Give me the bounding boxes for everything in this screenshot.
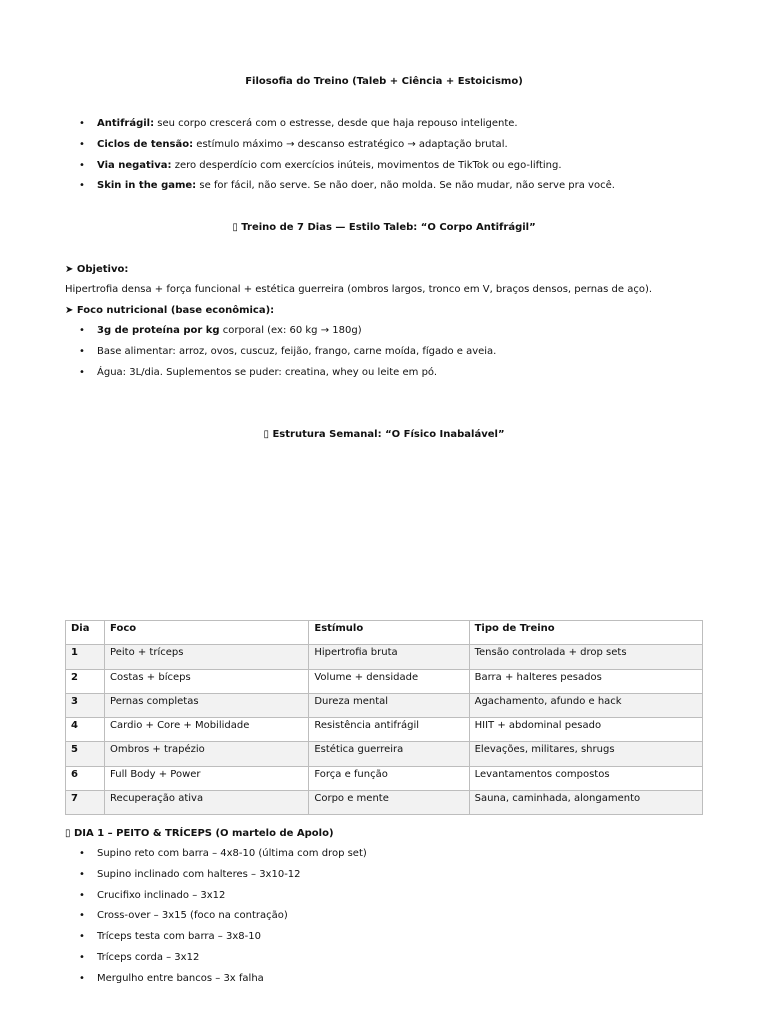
objective-label: ➤ Objetivo:	[65, 264, 129, 275]
item-text: Tríceps corda – 3x12	[97, 951, 200, 963]
item-label: Ciclos de tensão:	[97, 138, 194, 150]
bullet-icon: •	[79, 345, 85, 357]
item-text: Base alimentar: arroz, ovos, cuscuz, feijão, frango, carne moída, fígado e aveia.	[97, 345, 497, 357]
item-text: Supino reto com barra – 4x8-10 (última com drop set)	[97, 848, 367, 859]
header-foco: Foco	[105, 621, 309, 645]
cell-tipo: Agachamento, afundo e hack	[469, 693, 702, 717]
cell-dia: 3	[66, 693, 105, 717]
cell-estimulo: Resistência antifrágil	[309, 718, 469, 742]
cell-dia: 1	[66, 645, 105, 669]
item-label: Antifrágil:	[97, 118, 155, 129]
cell-estimulo: Estética guerreira	[309, 742, 469, 766]
list-item	[0, 868, 768, 889]
philosophy-title: Filosofia do Treino (Taleb + Ciência + Estoicismo)	[245, 76, 523, 87]
table-row	[66, 766, 703, 790]
cell-tipo: Sauna, caminhada, alongamento	[469, 791, 702, 815]
header-tipo: Tipo de Treino	[469, 621, 702, 645]
cell-foco: Pernas completas	[105, 693, 309, 717]
item-text: Cross-over – 3x15 (foco na contração)	[97, 910, 288, 922]
weekly-table	[65, 620, 703, 815]
item-label: 3g de proteína por kg	[97, 325, 220, 336]
table-row	[66, 645, 703, 669]
day1-list	[0, 847, 768, 993]
cell-tipo: Levantamentos compostos	[469, 766, 702, 790]
weekly-title: ▯ Estrutura Semanal: “O Físico Inabalável”	[263, 429, 505, 440]
bullet-icon: •	[79, 951, 85, 963]
cell-dia: 2	[66, 669, 105, 693]
item-text: seu corpo crescerá com o estresse, desde que haja repouso inteligente.	[154, 118, 518, 129]
nutrition-list	[0, 324, 768, 386]
list-item	[0, 138, 768, 159]
cell-dia: 6	[66, 766, 105, 790]
objective-text: Hipertrofia densa + força funcional + estética guerreira (ombros largos, tronco em V, braços densos, pernas de aço).	[65, 284, 653, 295]
list-item	[0, 159, 768, 180]
item-text: Tríceps testa com barra – 3x8-10	[97, 931, 261, 943]
day1-title: ▯ DIA 1 – PEITO & TRÍCEPS (O martelo de Apolo)	[65, 828, 334, 839]
bullet-icon: •	[79, 889, 85, 901]
cell-tipo: Barra + halteres pesados	[469, 669, 702, 693]
cell-estimulo: Força e função	[309, 766, 469, 790]
cell-foco: Recuperação ativa	[105, 791, 309, 815]
list-item	[0, 930, 768, 951]
list-item	[0, 345, 768, 366]
nutrition-label: ➤ Foco nutricional (base econômica):	[65, 305, 275, 316]
item-text: Mergulho entre bancos – 3x falha	[97, 972, 264, 984]
table-row	[66, 693, 703, 717]
item-text: se for fácil, não serve. Se não doer, não molda. Se não mudar, não serve pra você.	[196, 180, 615, 192]
cell-dia: 4	[66, 718, 105, 742]
list-item	[0, 117, 768, 138]
bullet-icon: •	[79, 972, 85, 984]
cell-tipo: HIIT + abdominal pesado	[469, 718, 702, 742]
cell-foco: Cardio + Core + Mobilidade	[105, 718, 309, 742]
bullet-icon: •	[79, 118, 85, 129]
cell-tipo: Elevações, militares, shrugs	[469, 742, 702, 766]
cell-foco: Full Body + Power	[105, 766, 309, 790]
item-label: Via negativa:	[97, 159, 172, 171]
item-text: estímulo máximo → descanso estratégico → adaptação brutal.	[193, 138, 508, 150]
bullet-icon: •	[79, 366, 85, 378]
cell-foco: Costas + bíceps	[105, 669, 309, 693]
table-row	[66, 669, 703, 693]
table-header-row	[66, 621, 703, 645]
list-item	[0, 951, 768, 972]
cell-tipo: Tensão controlada + drop sets	[469, 645, 702, 669]
list-item	[0, 909, 768, 930]
list-item	[0, 366, 768, 387]
header-estimulo: Estímulo	[309, 621, 469, 645]
list-item	[0, 972, 768, 993]
list-item	[0, 324, 768, 345]
bullet-icon: •	[79, 931, 85, 943]
bullet-icon: •	[79, 159, 85, 171]
bullet-icon: •	[79, 325, 85, 336]
bullet-icon: •	[79, 848, 85, 859]
item-text: Crucifixo inclinado – 3x12	[97, 889, 226, 901]
item-text: Supino inclinado com halteres – 3x10-12	[97, 868, 301, 880]
cell-foco: Peito + tríceps	[105, 645, 309, 669]
header-dia: Dia	[66, 621, 105, 645]
program-title: ▯ Treino de 7 Dias — Estilo Taleb: “O Corpo Antifrágil”	[232, 222, 536, 233]
list-item	[0, 179, 768, 200]
table-row	[66, 718, 703, 742]
philosophy-list	[0, 117, 768, 200]
cell-dia: 5	[66, 742, 105, 766]
list-item	[0, 847, 768, 868]
cell-estimulo: Corpo e mente	[309, 791, 469, 815]
item-text: zero desperdício com exercícios inúteis, movimentos de TikTok ou ego-lifting.	[171, 159, 562, 171]
bullet-icon: •	[79, 910, 85, 922]
cell-estimulo: Hipertrofia bruta	[309, 645, 469, 669]
cell-estimulo: Dureza mental	[309, 693, 469, 717]
table-row	[66, 791, 703, 815]
bullet-icon: •	[79, 138, 85, 150]
cell-foco: Ombros + trapézio	[105, 742, 309, 766]
bullet-icon: •	[79, 180, 85, 192]
item-label: Skin in the game:	[97, 180, 197, 192]
item-text: corporal (ex: 60 kg → 180g)	[219, 325, 362, 336]
list-item	[0, 889, 768, 910]
table-row	[66, 742, 703, 766]
item-text: Água: 3L/dia. Suplementos se puder: creatina, whey ou leite em pó.	[97, 366, 438, 378]
bullet-icon: •	[79, 868, 85, 880]
cell-estimulo: Volume + densidade	[309, 669, 469, 693]
cell-dia: 7	[66, 791, 105, 815]
